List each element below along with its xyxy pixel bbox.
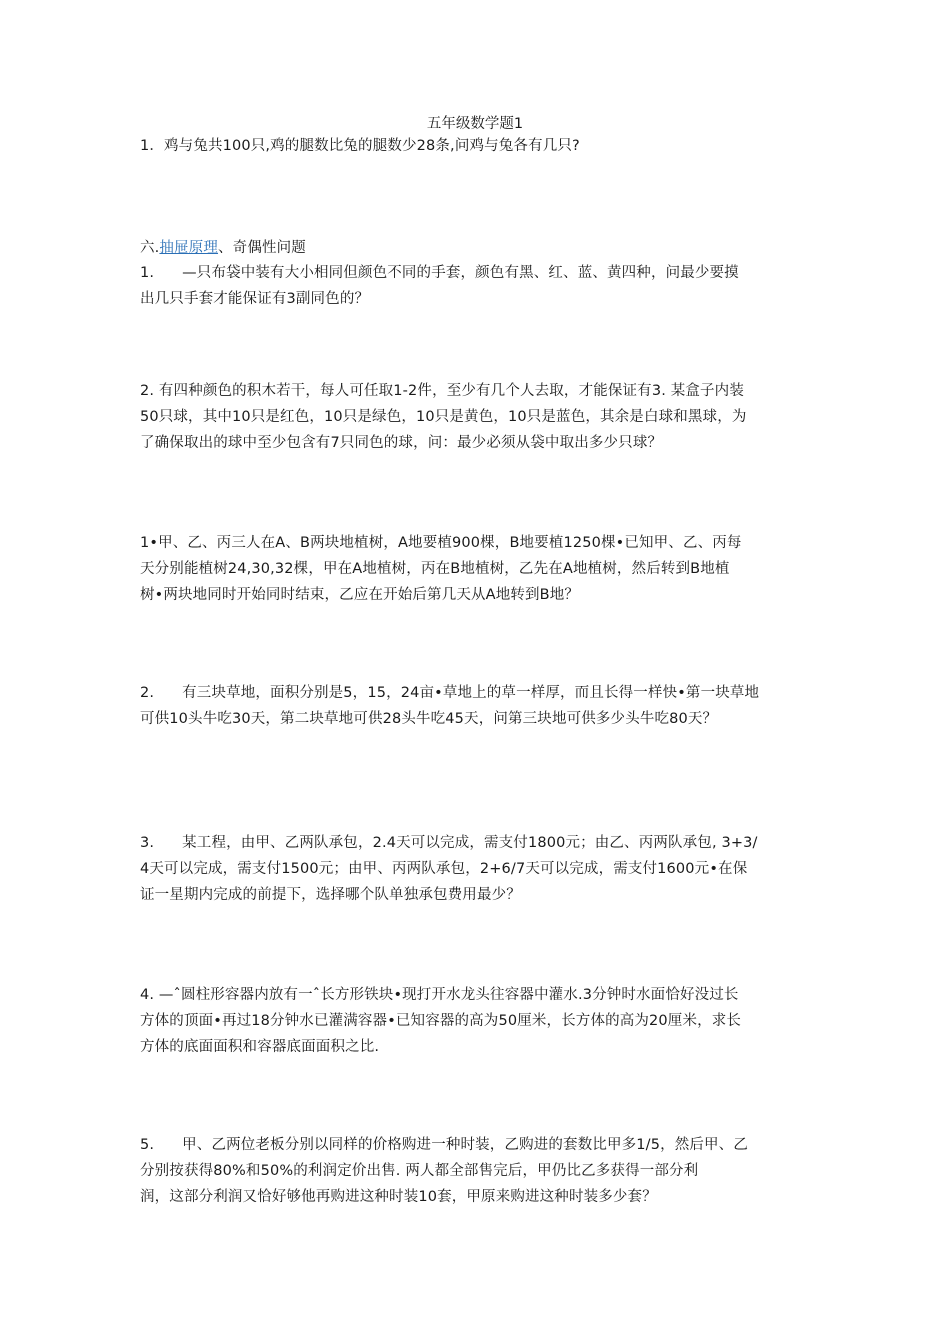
page-title: 五年级数学题1 [426,116,524,132]
question-line: 有三块草地，面积分别是5，15，24亩•草地上的草一样厚，而且长得一样快•第一块草地 [182,685,760,701]
question-line: 了确保取出的球中至少包含有7只同色的球，问：最少必须从袋中取出多少只球？ [140,435,663,451]
question-line: 50只球，其中10只是红色，10只是绿色，10只是黄色，10只是蓝色，其余是白球和黑球，为 [140,409,747,425]
question-line: 出几只手套才能保证有3副同色的？ [140,291,370,307]
question-line: 分别按获得80%和50%的利润定价出售. 两人都全部售完后，甲仍比乙多获得一部分利 [140,1163,699,1179]
question-line: 天分别能植树24,30,32棵，甲在A地植树，丙在B地植树，乙先在A地植树，然后转到B地植 [140,561,730,577]
question-line: 树•两块地同时开始同时结束，乙应在开始后第几天从A地转到B地？ [140,587,580,603]
question-text: 1．鸡与兔共100只,鸡的腿数比兔的腿数少28条,问鸡与兔各有几只? [140,138,580,154]
question-line: 1•甲、乙、丙三人在A、B两块地植树，A地要植900棵，B地要植1250棵•已知甲、乙、丙每 [140,535,742,551]
question-line: 4天可以完成，需支付1500元；由甲、丙两队承包，2+6/7天可以完成，需支付1600元•在保 [140,861,748,877]
section-prefix: 六. [140,240,160,256]
question-number: 1. [140,265,155,281]
question-line: 甲、乙两位老板分别以同样的价格购进一种时装，乙购进的套数比甲多1/5，然后甲、乙 [182,1137,748,1153]
question-number: 3. [140,835,155,851]
question-line: 润，这部分利润又恰好够他再购进这种时装10套，甲原来购进这种时装多少套？ [140,1189,657,1205]
question-line: 某工程，由甲、乙两队承包，2.4天可以完成，需支付1800元；由乙、丙两队承包, 3+3/ [182,835,758,851]
section-suffix: 、奇偶性问题 [218,240,306,256]
question-line: 4. —ˆ圆柱形容器内放有一ˆ长方形铁块•现打开水龙头往容器中灌水.3分钟时水面恰好没过长 [140,987,739,1003]
question-line: 方体的底面面积和容器底面面积之比. [140,1039,380,1055]
section-heading [140,236,808,260]
pigeonhole-principle-link[interactable]: 抽屉原理 [159,240,219,256]
question-cylinder-container [140,982,808,1060]
question-chicken-rabbit [140,134,808,158]
question-number: 5. [140,1137,155,1153]
question-number: 2. [140,685,155,701]
question-grass-cows [140,680,808,732]
question-gloves [140,260,808,312]
question-project-teams [140,830,808,908]
question-clothing-profit [140,1132,808,1210]
question-blocks-balls [140,378,808,456]
question-line: 证一星期内完成的前提下，选择哪个队单独承包费用最少？ [140,887,521,903]
question-line: 2. 有四种颜色的积木若干，每人可任取1-2件，至少有几个人去取，才能保证有3. 某盒子内装 [140,383,744,399]
question-tree-planting [140,530,808,608]
question-line: 可供10头牛吃30天，第二块草地可供28头牛吃45天，问第三块地可供多少头牛吃80天？ [140,711,718,727]
question-line: —只布袋中装有大小相同但颜色不同的手套，颜色有黑、红、蓝、黄四种，问最少要摸 [182,265,739,281]
question-line: 方体的顶面•再过18分钟水已灌满容器•已知容器的高为50厘米，长方体的高为20厘米，求长 [140,1013,742,1029]
